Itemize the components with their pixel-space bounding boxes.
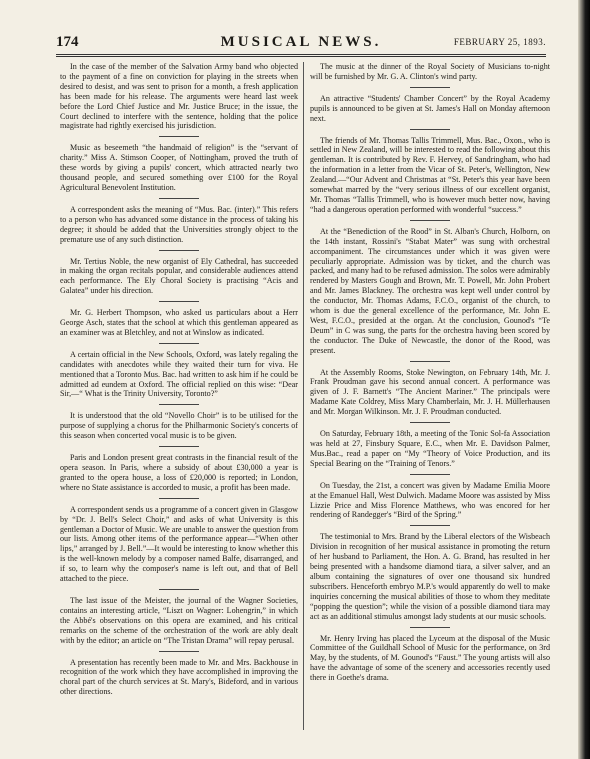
article-music-charity: Music as beseemeth “the handmaid of religion” is the “servant of charity.” Miss A. Stimson Cooper, of Nottingham, proved the truth of these words by giving a pupils' concert, which attracted nearly two thousand people, and secured something over £100 for the Royal Agricultural Benevolent Institution. [60,143,298,192]
separator [410,361,450,362]
left-column [60,62,298,697]
header-rule [56,54,546,55]
article-salvation-army: In the case of the member of the Salvation Army band who objected to the payment of a fine on conviction for playing in the streets when desired to desist, and was sent to prison for a month, a fresh application has been made for his release. The arguments were heard last week before the Lord Chief Justice and Mr. Justice Bruce; in the issue, the Court declined to interfere with the sentence, holding that the police magistrate had rightly exercised his jurisdiction. [60,62,298,131]
article-mus-bac-inter: A correspondent asks the meaning of “Mus. Bac. (inter).” This refers to a person who has advanced some distance in the process of taking his degree; it should be added that the Universities strongly object to the premature use of any such distinction. [60,204,298,244]
article-oxford-official: A certain official in the New Schools, Oxford, was lately regaling the candidates with anecdotes while they waited their turn for viva. He mentioned that a Toronto Mus. Bac. had written to ask him if he could be admitted ad eundem at Oxford. The official replied on this wise: “Dear Sir,—“ What is the Trinity University, Toronto?” [60,349,298,399]
separator [159,198,199,199]
separator [159,250,199,251]
publication-title: MUSICAL NEWS. [220,34,382,50]
separator [159,651,199,652]
article-emilia-moore: On Tuesday, the 21st, a concert was given by Madame Emilia Moore at the Emanuel Hall, West Dulwich. Madame Moore was assisted by Miss Lizzie Price and Miss Florence Matthews, who was encored for her rendering of Randegger's “Bird of the Spring.” [310,480,550,520]
right-column [310,62,550,683]
separator [410,422,450,423]
article-stoke-newington: At the Assembly Rooms, Stoke Newington, on February 14th, Mr. J. Frank Proudman gave his second annual concert. A performance was given of J. F. Barnett's “The Ancient Mariner.” The principals were Madame Kate Coldrey, Miss Mary Chamberlain, Mr. J. H. Müllerhausen and Mr. Morgan Wilkinson. Mr. J. F. Proudman conducted. [310,367,550,417]
page-header [56,34,546,52]
article-tallis-trimmell: The friends of Mr. Thomas Tallis Trimmell, Mus. Bac., Oxon., who is settled in New Zealand, will be interested to read the following about this gentleman. It is contributed by Rev. F. Hervey, of Sandringham, who had the information in a letter from the Vicar of St. Peter's, Wellington, New Zealand.—“Our Advent and Christmas at “St. Peter's this year have been somewhat marred by the “very serious illness of our excellent organist, Mr. Thomas “Tallis Trimmell, who is however much better now, having “had a dangerous operation performed with wonderful “success.” [310,135,550,214]
separator [410,525,450,526]
separator [159,136,199,137]
article-students-concert: An attractive “Students' Chamber Concert” by the Royal Academy pupils is announced to be given at St. James's Hall on Monday afternoon next. [310,93,550,123]
separator [159,498,199,499]
separator [410,474,450,475]
article-paris-london: Paris and London present great contrasts in the financial result of the opera season. In Paris, where a subsidy of about £30,000 a year is granted to the opera house, a loss of £20,000 is reported; in London, where no State assistance is accorded to music, a profit has been made. [60,453,298,492]
separator [159,446,199,447]
page-number: 174 [56,34,79,50]
separator [410,627,450,628]
separator [410,87,450,88]
article-meister-journal: The last issue of the Meister, the journal of the Wagner Societies, contains an interesting article, “Liszt on Wagner: Lohengrin,” in which the Abbé's observations on this opera are examined, and his critical remarks on the scheme of the orchestration of the work are ably dealt with by the editor; an article on “The Tristan Drama” will repay perusal. [60,595,298,645]
separator [159,343,199,344]
page-binding-edge [578,0,590,759]
column-divider [303,62,304,730]
article-ely-cathedral: Mr. Tertius Noble, the new organist of Ely Cathedral, has succeeded in making the organ recitals popular, and considerable audiences attend each performance. The Ely Choral Society is practising “Acis and Galatea” under his direction. [60,256,298,296]
separator [159,301,199,302]
header-rule-double [56,56,546,57]
issue-date: FEBRUARY 25, 1893. [453,37,546,47]
article-tonic-sol-fa: On Saturday, February 18th, a meeting of the Tonic Sol-fa Association was held at 27, Finsbury Square, E.C., when Mr. E. Davidson Palmer, Mus.Bac., read a paper on “My “Theory of Voice Production, and its Special Bearing on the “Training of Tenors.” [310,429,550,468]
article-mrs-brand: The testimonial to Mrs. Brand by the Liberal electors of the Wisbeach Division in recognition of her musical assistance in promoting the return of her husband to Parliament, the Hon. A. G. Brand, has resulted in her being presented with a handsome diamond tiara, a silver salver, and an album containing the signatures of over one thousand six hundred subscribers. Henceforth embryo M.P.'s would apparently do well to make inquiries concerning the musical abilities of those to whom they meditate “popping the question”; while the vision of a possible diamond tiara may act as an additional stimulus amongst lady students at our music schools. [310,532,550,621]
article-backhouse-presentation: A presentation has recently been made to Mr. and Mrs. Backhouse in recognition of the work which they have accomplished in improving the choral part of the church services at St. Mary's, Bideford, and in various other directions. [60,657,298,697]
article-glasgow-concert: A correspondent sends us a programme of a concert given in Glasgow by “Dr. J. Bell's Select Choir,” and asks of what University is this gentleman a Doctor of Music. We are unable to answer the question from our lists. Among other items of the performance appear—“When other lips,” arranged by J. Bell.”—It would be interesting to know whether this is the well-known melody by a composer named Balfe, disarranged, and if so, to learn why the composer's name is left out, and that of Bell attached to the piece. [60,504,298,584]
separator [159,589,199,590]
article-herbert-thompson: Mr. G. Herbert Thompson, who asked us particulars about a Herr George Asch, states that the school at which this gentleman appeared as an examiner was at Bletchley, and not at Winslow as indicated. [60,308,298,337]
separator [410,220,450,221]
article-henry-irving: Mr. Henry Irving has placed the Lyceum at the disposal of the Music Committee of the Guildhall School of Music for the performance, on 3rd May, by the students, of M. Gounod's “Faust.” The young artists will also have the advantage of some of the scenery and accessories recently used there in Goethe's drama. [310,633,550,683]
article-royal-society-dinner: The music at the dinner of the Royal Society of Musicians to-night will be furnished by Mr. G. A. Clinton's wind party. [310,62,550,81]
article-novello-choir: It is understood that the old “Novello Choir” is to be utilised for the purpose of supplying a chorus for the Philharmonic Society's concerts of this season when concerted vocal music is to be given. [60,411,298,441]
article-st-albans: At the “Benediction of the Rood” in St. Alban's Church, Holborn, on the 14th instant, Rossini's “Stabat Mater” was sung with orchestral accompaniment. The circumstances under which it was given were peculiarly appropriate. Admission was by ticket, and the church was packed, and many had to be refused admission. The solos were admirably rendered by Masters Gough and Brown, Mr. T. Powell, Mr. John Probert and Mr. James Blackney. The orchestra was kept well under control by the conductor, Mr. Thomas Adams, F.C.O., organist of the church, to whom is due the general excellence of the performance, Mr. John E. West, F.C.O., presided at the organ. At the conclusion, Gounod's “Te Deum” in C was sung, the parts for the orchestra having been scored by the conductor. The Duke of Newcastle, the donor of the Rood, was present. [310,226,550,355]
separator [159,404,199,405]
separator [410,129,450,130]
